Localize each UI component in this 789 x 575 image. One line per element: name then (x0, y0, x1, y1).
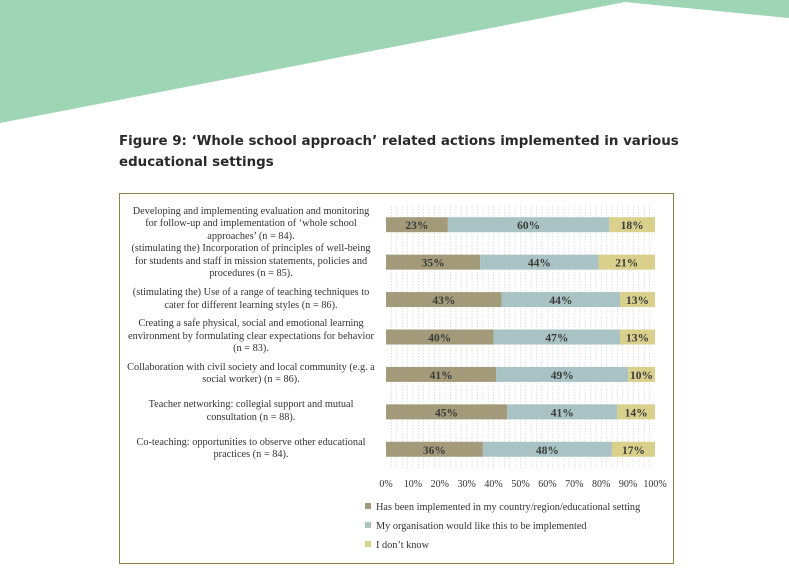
data-label: 47% (545, 332, 569, 345)
data-label: 17% (621, 444, 645, 457)
data-label: 10% (630, 369, 654, 382)
data-label: 44% (549, 295, 573, 308)
legend-label: My organisation would like this to be implemented (376, 521, 587, 532)
data-label: 48% (535, 444, 559, 457)
x-tick-label: 70% (565, 479, 584, 490)
figure-title: Figure 9: ‘Whole school approach’ related actions implemented in various educational settings (119, 134, 679, 170)
banner-shape (0, 0, 789, 123)
category-label: Co-teaching: opportunities to observe other educational practices (n = 84). (136, 436, 366, 461)
category-label: (stimulating the) Incorporation of principles of well-being for students and staff in mission statements, policies and procedures (n = 85). (131, 243, 371, 280)
data-label: 49% (550, 369, 574, 382)
legend-item (365, 502, 640, 514)
category-label: Creating a safe physical, social and emotional learning environment by formulating clear expectations for behavior (n = 83). (128, 318, 374, 354)
legend-item (365, 521, 587, 533)
x-tick-label: 40% (484, 479, 503, 490)
category-label: Teacher networking: collegial support and mutual consultation (n = 88). (148, 399, 354, 423)
data-label: 35% (421, 257, 445, 270)
x-tick-label: 50% (511, 479, 530, 490)
category-label: Collaboration with civil society and local community (e.g. a social worker) (n = 86). (127, 361, 375, 386)
legend-swatch (365, 503, 371, 509)
data-label: 40% (428, 332, 452, 345)
data-label: 45% (435, 407, 459, 420)
legend-label: I don’t know (376, 540, 430, 551)
x-tick-label: 20% (430, 479, 449, 490)
legend-label: Has been implemented in my country/region/educational setting (376, 502, 641, 513)
legend-item (365, 540, 429, 552)
chart-container (119, 193, 674, 564)
data-label: 18% (620, 220, 644, 233)
data-label: 43% (432, 295, 456, 308)
category-label: (stimulating the) Use of a range of teaching techniques to cater for different learning styles (n = 86). (132, 287, 370, 311)
legend-swatch (365, 541, 371, 547)
data-label: 23% (405, 220, 429, 233)
x-tick-label: 90% (618, 479, 638, 490)
decorative-banner (0, 0, 789, 130)
x-tick-label: 30% (457, 479, 476, 490)
x-tick-label: 0% (379, 479, 393, 490)
data-label: 14% (624, 407, 648, 420)
data-label: 60% (517, 220, 541, 233)
data-label: 41% (550, 407, 574, 420)
legend-swatch (365, 522, 371, 528)
data-label: 36% (422, 444, 446, 457)
category-label: Developing and implementing evaluation and monitoring for follow-up and implementation of ‘whole school approaches’ (n = 84). (132, 205, 370, 242)
x-tick-label: 10% (403, 479, 423, 490)
data-label: 21% (615, 257, 639, 270)
x-tick-label: 60% (538, 479, 557, 490)
x-tick-label: 100% (643, 479, 667, 490)
data-label: 13% (626, 332, 650, 345)
data-label: 41% (429, 369, 453, 382)
x-tick-label: 80% (592, 479, 611, 490)
stacked-bar-chart (120, 194, 673, 494)
data-label: 44% (527, 257, 551, 270)
data-label: 13% (626, 295, 650, 308)
